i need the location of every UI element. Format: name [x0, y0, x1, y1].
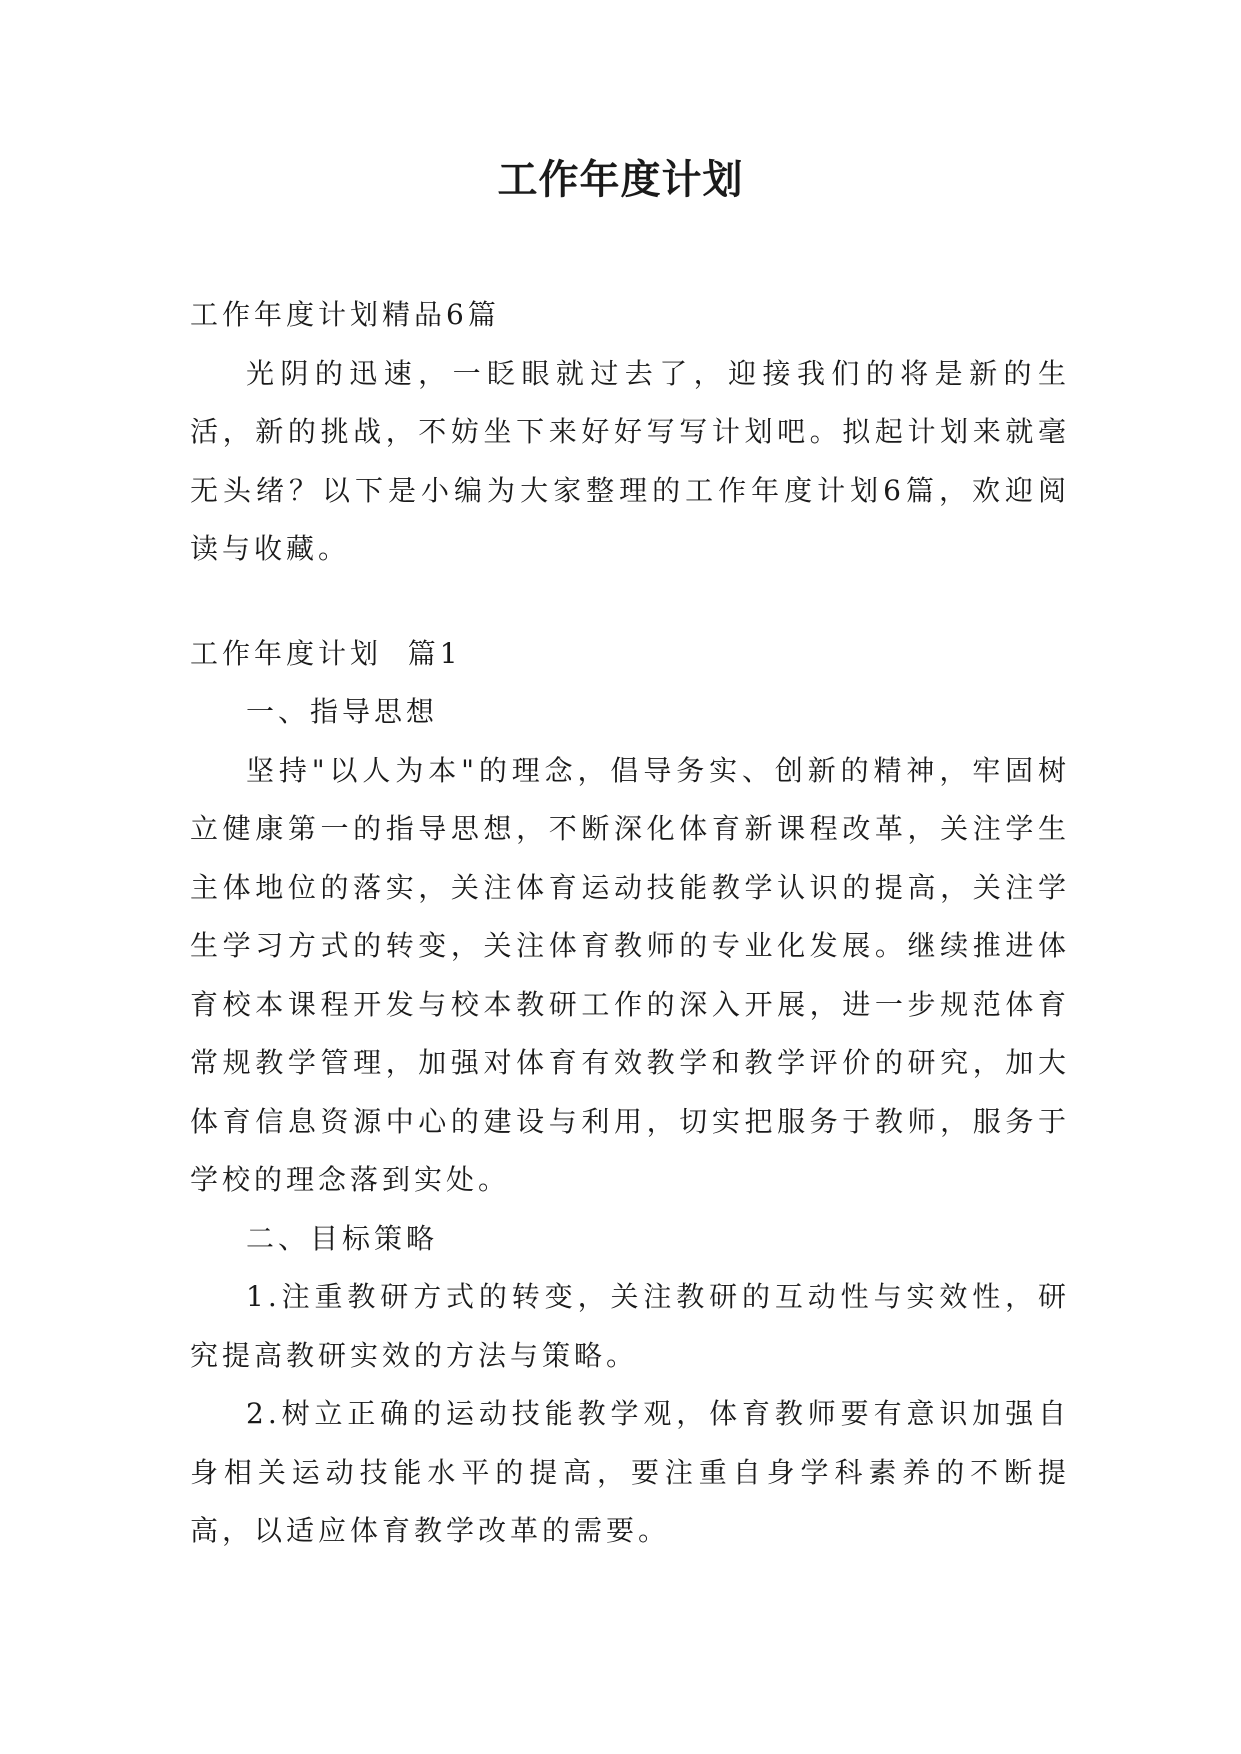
section-heading: 工作年度计划 篇1 [190, 636, 462, 670]
paragraph-guiding-ideology: 坚持"以人为本"的理念，倡导务实、创新的精神，牢固树立健康第一的指导思想，不断深化体育新课程改革，关注学生主体地位的落实，关注体育运动技能教学认识的提高，关注学生学习方式的转变，关注体育教师的专业化发展。继续推进体育校本课程开发与校本教研工作的深入开展，进一步规范体育常规教学管理，加强对体育有效教学和教学评价的研究，加大体育信息资源中心的建设与利用，切实把服务于教师，服务于学校的理念落到实处。 [190, 753, 1070, 1196]
document-subtitle: 工作年度计划精品6篇 [190, 298, 500, 331]
list-item-1: 1.注重教研方式的转变，关注教研的互动性与实效性，研究提高教研实效的方法与策略。 [190, 1280, 1070, 1372]
intro-paragraph: 光阴的迅速，一眨眼就过去了，迎接我们的将是新的生活，新的挑战，不妨坐下来好好写写计划吧。拟起计划来就毫无头绪？以下是小编为大家整理的工作年度计划6篇，欢迎阅读与收藏。 [190, 356, 1070, 565]
document-title: 工作年度计划 [497, 157, 744, 203]
list-item-2: 2.树立正确的运动技能教学观，体育教师要有意识加强自身相关运动技能水平的提高，要注重自身学科素养的不断提高，以适应体育教学改革的需要。 [190, 1397, 1070, 1547]
document-body [190, 286, 1070, 1561]
spacer [190, 579, 1070, 625]
heading-goals-strategies: 二、目标策略 [246, 1221, 439, 1255]
heading-guiding-ideology: 一、指导思想 [246, 695, 439, 728]
